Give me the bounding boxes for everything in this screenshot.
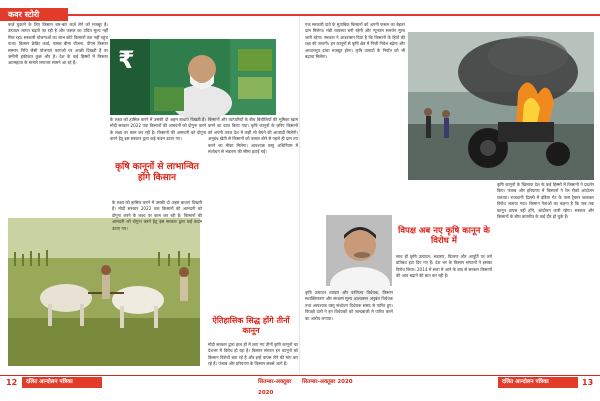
right-col1-bottom-text: कृषि उत्पादन व्यापार और वाणिज्य विधेयक, किसान सशक्तिकरण और संरक्षण मूल्य आश्वासन अनुबंध विधेयक तथा आवश्यक वस्तु संशोधन विधेयक संसद से पारित हुए। विपक्षी दलों ने इन विधेयकों को जल्दबाज़ी में पारित करने का आरोप लगाया। (305, 290, 393, 321)
left-col1-top-text: कर्ज़ चुकाने के लिए किसान बार-बार कर्ज़ लेने को मजबूर हैं। उत्पादन लागत बढ़ती जा रही है और फसल का उचित मूल्य नहीं मिल रहा। सरकारी योजनाओं का लाभ छोटे किसानों तक नहीं पहुंच पाता। किसान क्रेडिट कार्ड, फसल बीमा योजना, पीएम किसान सम्मान निधि जैसी योजनाएं कागज़ों पर अच्छी दिखती हैं पर ज़मीनी हकीकत कुछ और है। देश के कई हिस्सों में किसान आत्महत्या के मामले लगातार सामने आ रहे हैं। (8, 22, 108, 66)
pm-farmers-collage-image (110, 39, 276, 115)
left-col2-text: के लक्ष्य को हासिल करने में उसकी दो अहम बाधाएं दिखती हैं। मोदी सरकार 2022 तक किसानों की आमदनी को दोगुना करने के लक्ष्य पर काम कर रही है। किसानों की आमदनी को दोगुना करने हेतु इस सरकार द्वारा कई कदम उठाए गए। (110, 117, 206, 142)
right-col3-text: कृषि कानूनों के खिलाफ देश के कई हिस्सों में किसानों ने प्रदर्शन किए। पंजाब और हरियाणा में किसानों ने रेल रोको आंदोलन चलाया। राजधानी दिल्ली में इंडिया गेट के पास ट्रैक्टर जलाकर विरोध जताया गया। किसान नेताओं का कहना है कि जब तक कानून वापस नहीं होंगे, आंदोलन जारी रहेगा। सरकार और किसानों के बीच बातचीत के कई दौर हो चुके हैं। (497, 182, 594, 220)
left-issue-date: सितम्बर-अक्तूबर 2020 (258, 379, 292, 396)
page-gutter (299, 16, 300, 374)
right-issue-date: सितम्बर-अक्तूबर 2020 (302, 379, 353, 385)
burning-tractor-illustration (408, 32, 594, 180)
pm-collage-illustration (110, 39, 276, 115)
header-rule (68, 14, 600, 16)
left-issue-band (258, 377, 298, 396)
footer-rule (0, 375, 600, 376)
headline-opposition: विपक्ष अब नए कृषि कानून के विरोध में (398, 226, 490, 246)
right-issue-band (302, 377, 362, 388)
burning-tractor-photo (408, 32, 594, 180)
headline-historic-laws: ऐतिहासिक सिद्ध होंगे तीनों कानून (212, 316, 290, 335)
section-label: कवर स्टोरी (8, 10, 40, 19)
right-col2-text: साथ ही कृषि उत्पादन, भंडारण, वितरण और आपूर्ति पर लगे प्रतिबंध हटा दिए गए हैं। देश भर के किसान संगठनों ने इसका विरोध किया। 2014 में सत्ता में आने के बाद से सरकार किसानों की आय बढ़ाने की बात कर रही है। (396, 254, 492, 279)
opposition-leader-illustration (326, 215, 392, 286)
right-page-number: 13 (582, 378, 594, 387)
left-publication-band (22, 377, 102, 388)
section-label-band (0, 8, 68, 21)
left-col2-bottom-text: के लक्ष्य को हासिल करने में उसकी दो अहम बाधाएं दिखती हैं। मोदी सरकार 2022 तक किसानों की आमदनी को दोगुना करने के लक्ष्य पर काम कर रही है। किसानों की आमदनी को दोगुना करने हेतु इस सरकार द्वारा कई कदम उठाए गए। (112, 200, 202, 231)
farmers-field-illustration (8, 218, 200, 366)
left-page-number: 12 (6, 378, 18, 387)
left-col3-text: किसानों और व्यापारियों के बीच बिचौलियों की भूमिका खत्म करने का दावा किया गया। कृषि कानूनों के ज़रिए किसानों को अपनी उपज देश में कहीं भी बेचने की आज़ादी मिलेगी। अनुबंध खेती से किसानों को फसल बोने से पहले ही दाम तय करने का मौका मिलेगा। आवश्यक वस्तु अधिनियम में संशोधन से भंडारण की सीमा हटाई गई। (208, 117, 298, 155)
right-col1-text: एक सरकारी दावे के मुताबिक किसानों को अपनी फसल का बेहतर दाम मिलेगा। मंडी व्यवस्था बनी रहेगी और न्यूनतम समर्थन मूल्य जारी रहेगा। सरकार ने आश्वासन दिया है कि किसानों के हितों की रक्षा की जाएगी। इन कानूनों से कृषि क्षेत्र में निजी निवेश बढ़ेगा और आधारभूत ढांचा मज़बूत होगा। कृषि उत्पादों के निर्यात को भी बढ़ावा मिलेगा। (305, 22, 405, 60)
left-col3-bottom-text: मोदी सरकार द्वारा हाल ही में लाए गए तीनों कृषि कानूनों का देशभर में विरोध हो रहा है। किसान संगठन इन कानूनों को किसान विरोधी बता रहे हैं और इन्हें वापस लेने की मांग कर रहे हैं। पंजाब और हरियाणा के किसान सबसे आगे हैं। (208, 342, 298, 367)
headline-farmers-benefit: कृषि कानूनों से लाभान्वित होंगे किसान (115, 162, 199, 183)
opposition-leader-photo (326, 215, 392, 286)
farmers-field-photo (8, 218, 200, 366)
rupee-symbol: ₹ (118, 46, 135, 74)
right-publication-name: दलित आन्दोलन पत्रिका (502, 379, 549, 385)
left-publication-name: दलित आन्दोलन पत्रिका (26, 379, 73, 385)
right-publication-band (498, 377, 578, 388)
